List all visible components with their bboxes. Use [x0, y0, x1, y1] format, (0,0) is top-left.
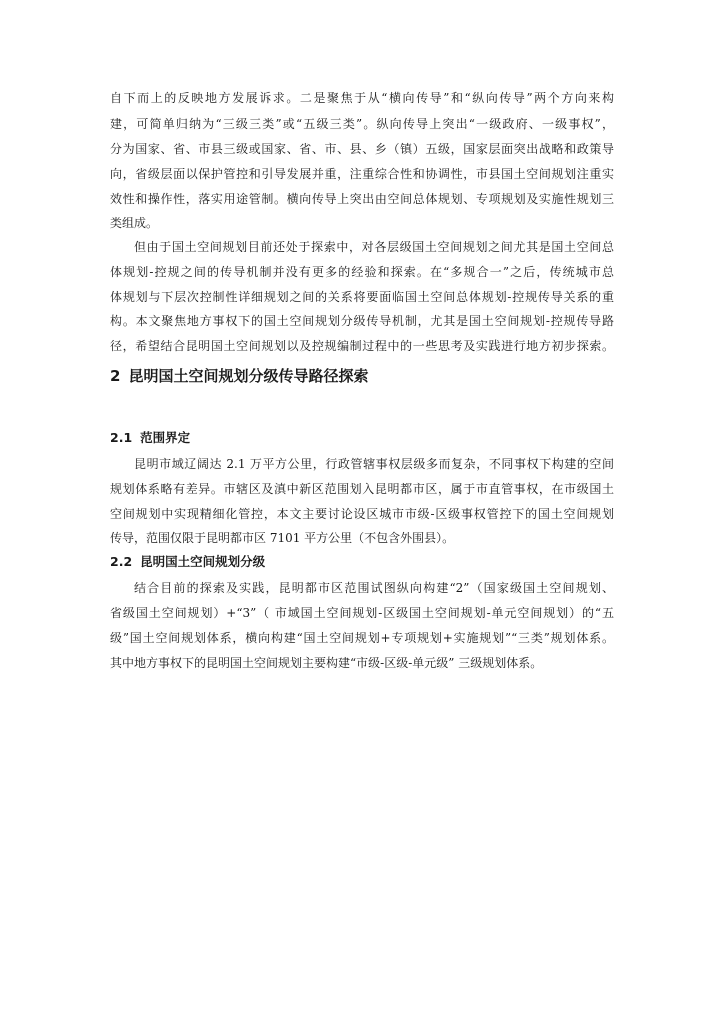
- section-2-2-line-2: 省级国土空间规划）+“3”（ 市域国土空间规划-区级国土空间规划-单元空间规划）的“五: [110, 606, 614, 620]
- section-2-1-line-2: 规划体系略有差异。市辖区及滇中新区范围划入昆明都市区，属于市直管事权，在市级国土: [110, 482, 614, 496]
- section-2-1-line-1: 昆明市域辽阔达 2.1 万平方公里，行政管辖事权层级多而复杂，不同事权下构建的空间: [134, 457, 614, 471]
- paragraph1-line-3: 分为国家、省、市县三级或国家、省、市、县、乡（镇）五级，国家层面突出战略和政策导: [110, 142, 614, 156]
- section-2-2-line-4: 其中地方事权下的昆明国土空间规划主要构建“市级-区级-单元级” 三级规划体系。: [110, 656, 543, 670]
- section-2-2-line-3: 级”国土空间规划体系，横向构建“国土空间规划+专项规划+实施规划”“三类”规划体系。: [110, 631, 614, 645]
- paragraph2-line-2: 体规划-控规之间的传导机制并没有更多的经验和探索。在“多规合一”之后，传统城市总: [110, 265, 614, 279]
- section-2-number: 2: [110, 367, 121, 385]
- paragraph1-line-4: 向，省级层面以保护管控和引导发展并重，注重综合性和协调性，市县国土空间规划注重实: [110, 167, 614, 181]
- paragraph1-line-6: 类组成。: [110, 216, 159, 230]
- section-2-1-line-4: 传导，范围仅限于昆明都市区 7101 平方公里（不包含外围县）。: [110, 531, 455, 545]
- paragraph2-line-5: 径，希望结合昆明国土空间规划以及控规编制过程中的一些思考及实践进行地方初步探索。: [110, 339, 614, 353]
- section-2-2-number: 2.2: [110, 554, 133, 569]
- section-2-2-title: 昆明国土空间规划分级: [140, 554, 266, 569]
- section-2-1-number: 2.1: [110, 430, 133, 445]
- section-2-2-heading: [110, 554, 265, 570]
- section-2-title: 昆明国土空间规划分级传导路径探索: [128, 367, 369, 385]
- section-2-1-line-3: 空间规划中实现精细化管控，本文主要讨论设区城市市级-区级事权管控下的国土空间规划: [110, 507, 614, 521]
- section-2-heading: [110, 366, 368, 386]
- paragraph1-line-1: 自下而上的反映地方发展诉求。二是聚焦于从“横向传导”和“纵向传导”两个方向来构: [110, 91, 614, 105]
- paragraph1-line-5: 效性和操作性，落实用途管制。横向传导上突出由空间总体规划、专项规划及实施性规划三: [110, 192, 614, 206]
- section-2-1-heading: [110, 430, 190, 446]
- paragraph2-line-4: 构。本文聚焦地方事权下的国土空间规划分级传导机制，尤其是国土空间规划-控规传导路: [110, 314, 614, 328]
- paragraph2-line-3: 体规划与下层次控制性详细规划之间的关系将要面临国土空间总体规划-控规传导关系的重: [110, 290, 614, 304]
- section-2-1-title: 范围界定: [140, 430, 191, 445]
- section-2-2-line-1: 结合目前的探索及实践，昆明都市区范围试图纵向构建“2”（国家级国土空间规划、: [134, 581, 614, 595]
- paragraph1-line-2: 建，可简单归纳为“三级三类”或“五级三类”。纵向传导上突出“一级政府、一级事权”，: [110, 117, 614, 131]
- paragraph2-line-1: 但由于国土空间规划目前还处于探索中，对各层级国土空间规划之间尤其是国土空间总: [134, 240, 614, 254]
